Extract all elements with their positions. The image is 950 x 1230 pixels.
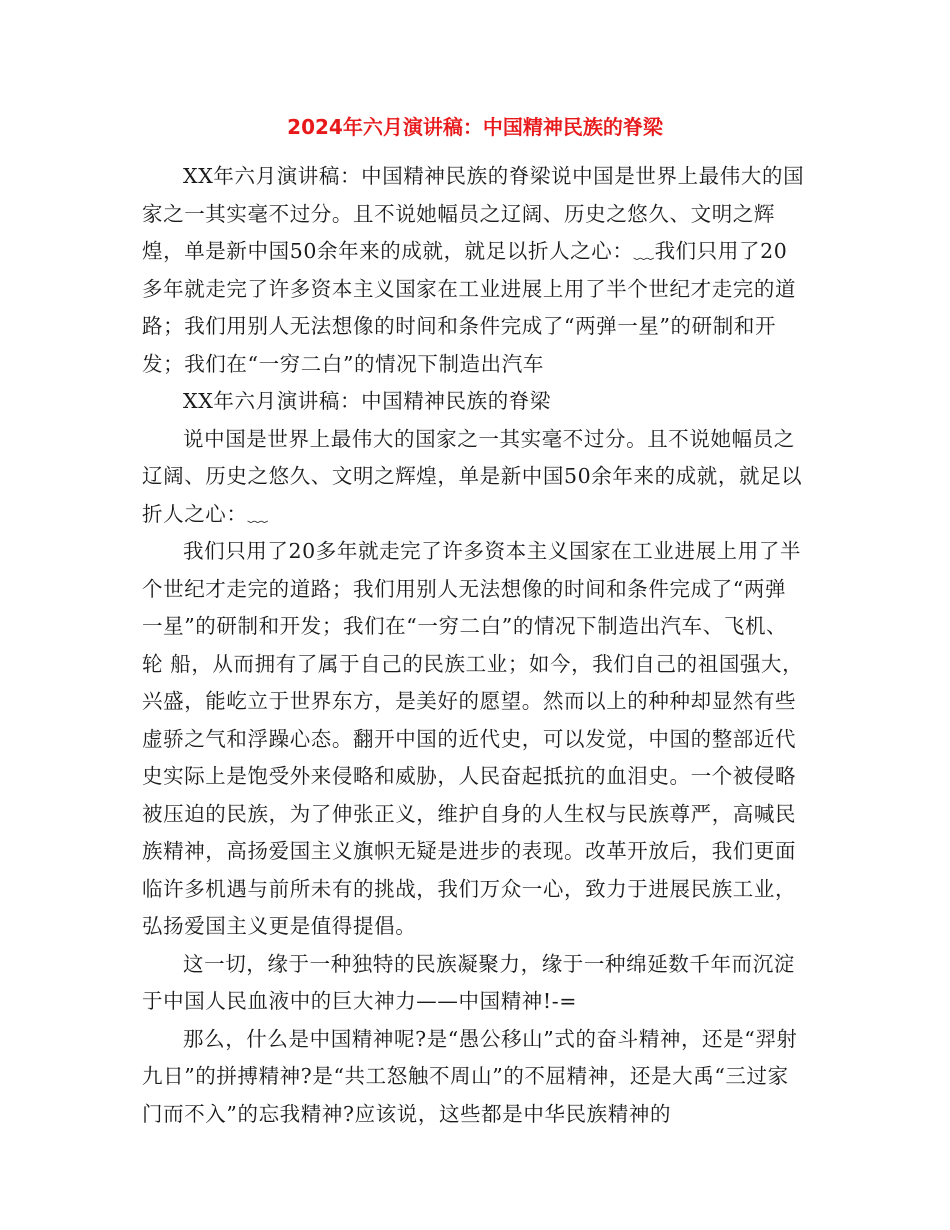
paragraph-3: 说中国是世界上最伟大的国家之一其实毫不过分。且不说她幅员之辽阔、历史之悠久、文明之辉煌，单是新中国50余年来的成就，就足以折人之心：﹏: [142, 426, 803, 526]
paragraph-5: 这一切，缘于一种独特的民族凝聚力，缘于一种绵延数千年而沉淀于中国人民血液中的巨大神力——中国精神!-=: [142, 951, 795, 1013]
document-body: [142, 158, 806, 1133]
paragraph-2: XX年六月演讲稿：中国精神民族的脊梁: [183, 389, 551, 413]
paragraph-6: 那么，什么是中国精神呢?是“愚公移山”式的奋斗精神，还是“羿射九日”的拼搏精神?是“共工怒触不周山”的不屈精神，还是大禹“三过家门而不入”的忘我精神?应该说，这些都是中华民族精神的: [142, 1026, 798, 1126]
document-title: 2024年六月演讲稿：中国精神民族的脊梁: [287, 115, 663, 139]
paragraph-4: 我们只用了20多年就走完了许多资本主义国家在工业进展上用了半个世纪才走完的道路；我们用别人无法想像的时间和条件完成了“两弹一星”的研制和开发；我们在“一穷二白”的情况下制造出汽车、飞机、轮 船，从而拥有了属于自己的民族工业；如今，我们自己的祖国强大，兴盛，能屹立于世界东方，是美好的愿望。然而以上的种种却显然有些虚骄之气和浮躁心态。翻开中国的近代史，可以发觉，中国的整部近代史实际上是饱受外来侵略和威胁，人民奋起抵抗的血泪史。一个被侵略被压迫的民族，为了伸张正义，维护自身的人生权与民族尊严，高喊民族精神，高扬爱国主义旗帜无疑是进步的表现。改革开放后，我们更面临许多机遇与前所未有的挑战，我们万众一心，致力于进展民族工业，弘扬爱国主义更是值得提倡。: [142, 539, 804, 938]
paragraph-1: XX年六月演讲稿：中国精神民族的脊梁说中国是世界上最伟大的国家之一其实毫不过分。且不说她幅员之辽阔、历史之悠久、文明之辉煌，单是新中国50余年来的成就，就足以折人之心：﹏我们只用了20多年就走完了许多资本主义国家在工业进展上用了半个世纪才走完的道路；我们用别人无法想像的时间和条件完成了“两弹一星”的研制和开发；我们在“一穷二白”的情况下制造出汽车: [142, 164, 805, 376]
